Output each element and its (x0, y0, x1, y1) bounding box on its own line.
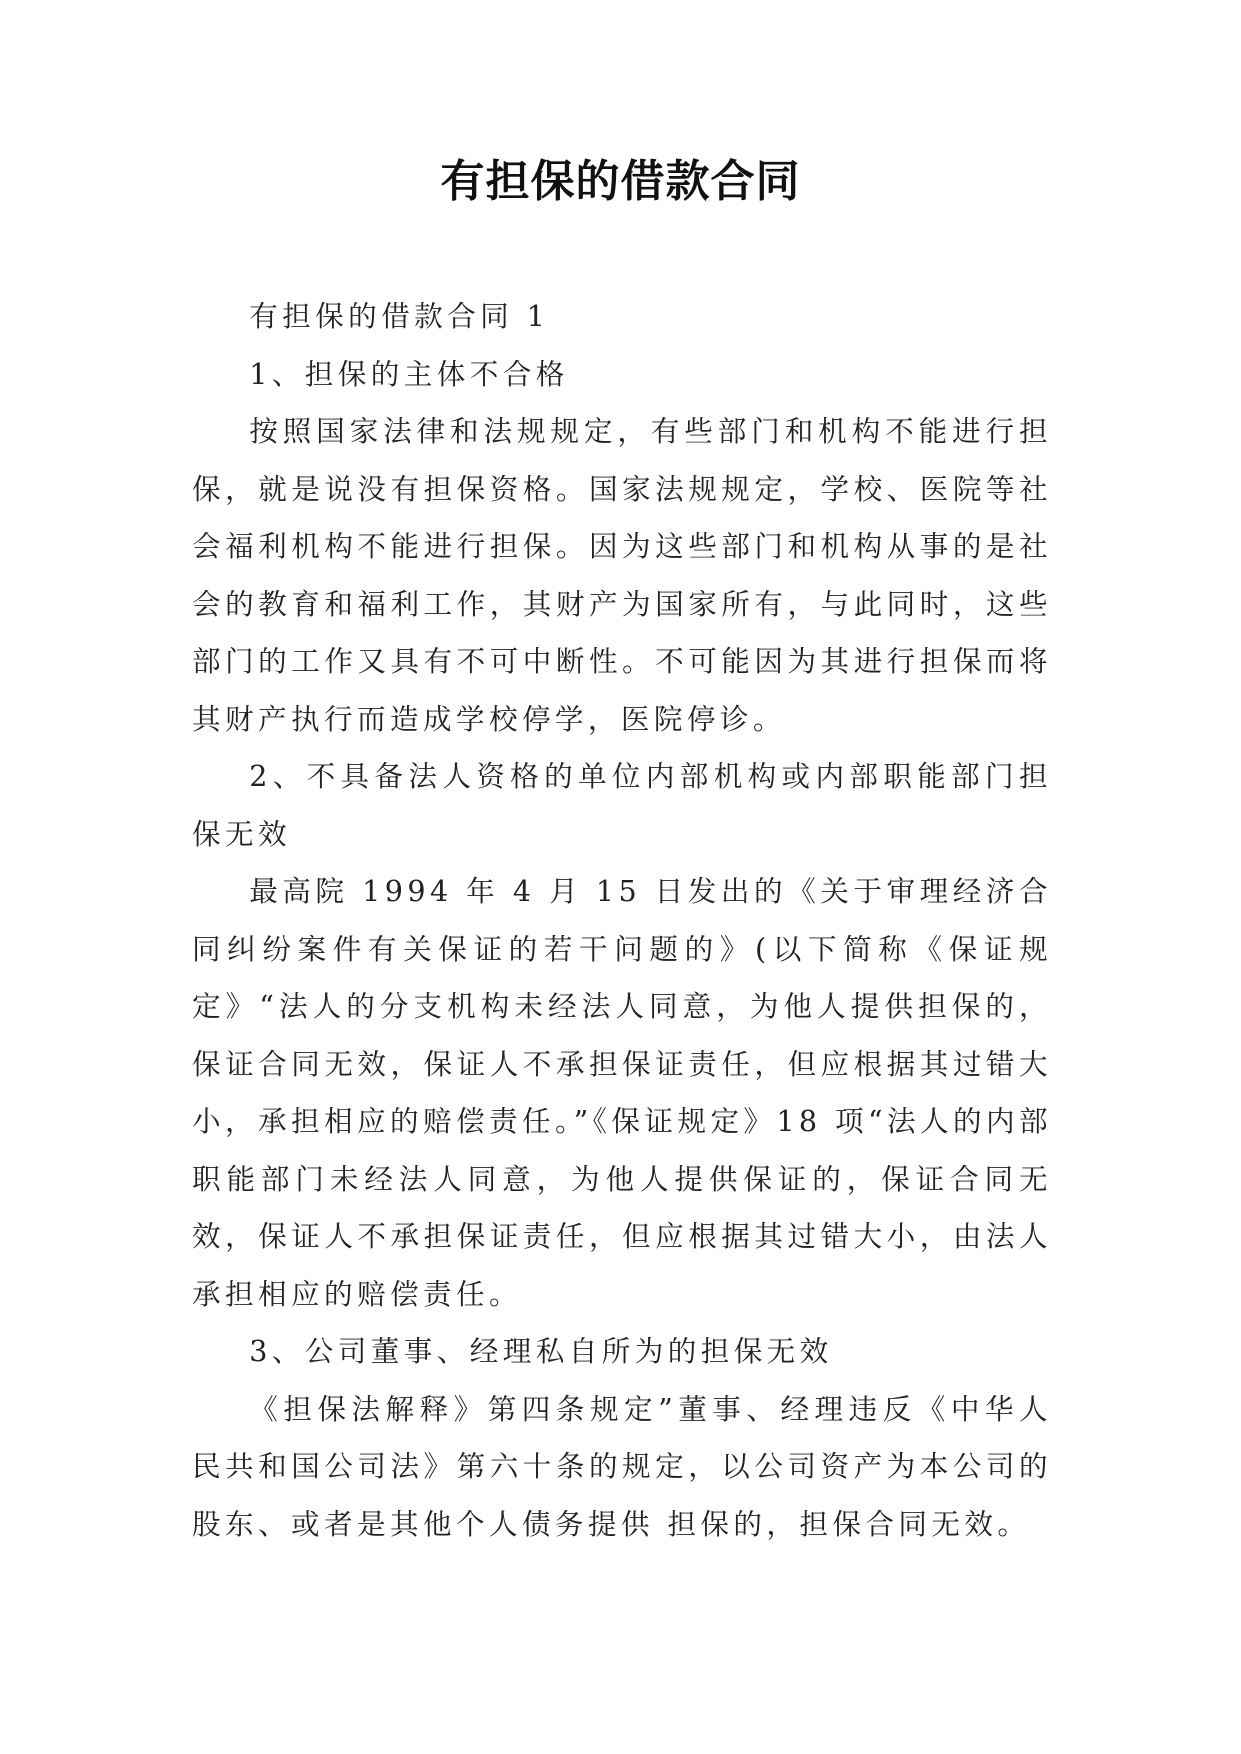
clause-paragraph-3: 《担保法解释》第四条规定”董事、经理违反《中华人民共和国公司法》第六十条的规定，以公司资产为本公司的股东、或者是其他个人债务提供 担保的，担保合同无效。 (192, 1391, 1052, 1541)
document-title: 有担保的借款合同 (440, 156, 801, 207)
document-body (192, 288, 1052, 1553)
clause-heading-1: 1、担保的主体不合格 (249, 356, 569, 391)
clause-paragraph-1: 按照国家法律和法规规定，有些部门和机构不能进行担保，就是说没有担保资格。国家法规规定，学校、医院等社会福利机构不能进行担保。因为这些部门和机构从事的是社会的教育和福利工作，其财产为国家所有，与此同时，这些部门的工作又具有不可中断性。不可能因为其进行担保而将其财产执行而造成学校停学，医院停诊。 (192, 414, 1052, 736)
clause-paragraph-2: 最高院 1994 年 4 月 15 日发出的《关于审理经济合同纠纷案件有关保证的若干问题的》(以下简称《保证规定》“法人的分支机构未经法人同意，为他人提供担保的，保证合同无效，保证人不承担保证责任，但应根据其过错大小，承担相应的赔偿责任。”《保证规定》18 项“法人的内部职能部门未经法人同意，为他人提供保证的，保证合同无效，保证人不承担保证责任，但应根据其过错大小，由法人承担相应的赔偿责任。 (192, 874, 1052, 1311)
section-heading: 有担保的借款合同 1 (249, 299, 550, 333)
clause-heading-2: 2、不具备法人资格的单位内部机构或内部职能部门担保无效 (192, 759, 1052, 851)
clause-heading-3: 3、公司董事、经理私自所为的担保无效 (249, 1334, 833, 1368)
